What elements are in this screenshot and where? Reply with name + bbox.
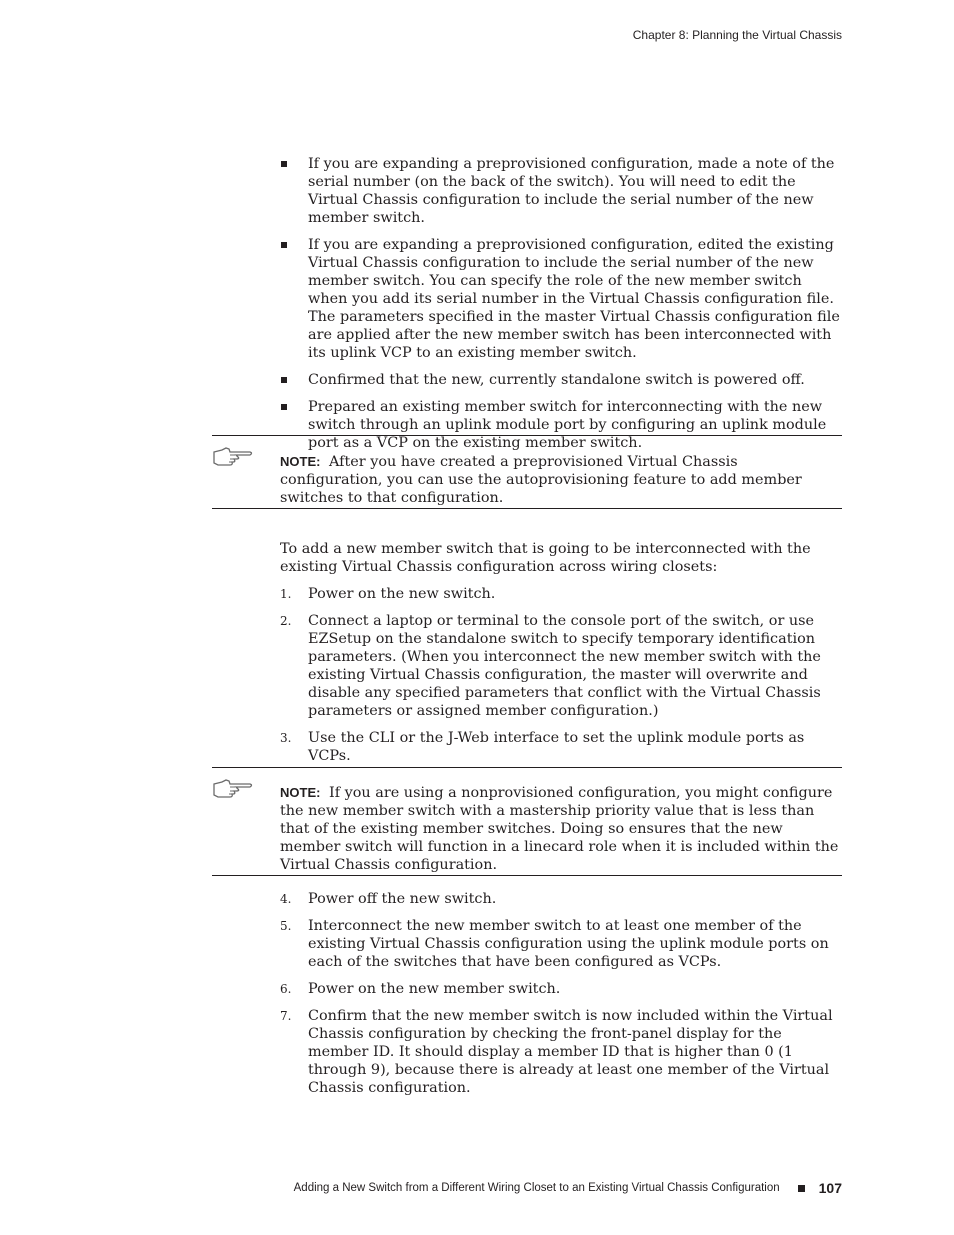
procedure-steps-a [280,585,842,765]
step-text: Power on the new member switch. [308,981,561,997]
procedure-block-a [280,540,842,774]
procedure-block-b [280,890,842,1106]
pointing-hand-icon [212,446,254,468]
step-text: Power on the new switch. [308,586,496,602]
step-number: 7. [280,1009,292,1023]
step-number: 2. [280,614,292,628]
list-item-text: Confirmed that the new, currently standalone switch is powered off. [308,372,805,388]
list-item [280,371,842,389]
step-text: Confirm that the new member switch is now included within the Virtual Chassis configuration by checking the front-panel display for the member ID. It should display a member ID that is higher than 0 (1 through 9), because there is already at least one member of the Virtual Chassis configuration. [308,1008,833,1096]
step-number: 1. [280,587,292,601]
note-box-nonprovisioned [212,767,842,876]
bullet-square-icon [281,404,287,410]
step-number: 5. [280,919,292,933]
list-item [280,236,842,362]
step-item [280,980,842,998]
note-text: If you are using a nonprovisioned configuration, you might configure the new member switch with a mastership priority value that is less than that of the existing member switches. Doing so ensures that the new member switch will function in a linecard role when it is included within the Virtual Chassis configuration. [280,785,839,873]
prerequisite-list-block [280,155,842,461]
note-text: After you have created a preprovisioned Virtual Chassis configuration, you can use the autoprovisioning feature to add member switches to that configuration. [280,454,802,506]
step-text: Interconnect the new member switch to at least one member of the existing Virtual Chassis configuration using the uplink module ports on each of the switches that have been configured as VCPs. [308,918,829,970]
step-number: 6. [280,982,292,996]
step-item [280,729,842,765]
step-item [280,1007,842,1097]
prerequisite-list [280,155,842,452]
pointing-hand-icon [212,778,254,800]
step-item [280,890,842,908]
bullet-square-icon [281,242,287,248]
step-item [280,585,842,603]
step-text: Power off the new switch. [308,891,497,907]
bullet-square-icon [281,161,287,167]
bullet-square-icon [281,377,287,383]
running-footer [294,1180,842,1196]
footer-section-title: Adding a New Switch from a Different Wiring Closet to an Existing Virtual Chassis Configuration [293,1182,780,1194]
note-label: NOTE: [280,454,321,469]
footer-square-icon [798,1185,805,1192]
step-number: 4. [280,892,292,906]
list-item [280,155,842,227]
page-number: 107 [818,1180,842,1196]
step-number: 3. [280,731,292,745]
step-item [280,917,842,971]
procedure-steps-b [280,890,842,1097]
list-item-text: If you are expanding a preprovisioned configuration, made a note of the serial number (on the back of the switch). You will need to edit the Virtual Chassis configuration to include the serial number of the new member switch. [308,156,835,226]
step-item [280,612,842,720]
step-text: Use the CLI or the J-Web interface to set the uplink module ports as VCPs. [308,730,805,764]
note-label: NOTE: [280,785,321,800]
running-header: Chapter 8: Planning the Virtual Chassis [632,28,842,42]
note-box-preprovisioned [212,435,842,509]
list-item-text: If you are expanding a preprovisioned configuration, edited the existing Virtual Chassis configuration to include the serial number of the new member switch. You can specify the role of the new member switch when you add its serial number in the Virtual Chassis configuration file. The parameters specified in the master Virtual Chassis configuration file are applied after the new member switch has been interconnected with its uplink VCP to an existing member switch. [308,237,840,361]
step-text: Connect a laptop or terminal to the console port of the switch, or use EZSetup on the standalone switch to specify temporary identification parameters. (When you interconnect the new member switch with the existing Virtual Chassis configuration, the master will overwrite and disable any specified parameters that conflict with the Virtual Chassis parameters or assigned member configuration.) [308,613,821,719]
procedure-intro: To add a new member switch that is going to be interconnected with the existing Virtual Chassis configuration across wiring closets: [280,541,811,575]
list-item-text: Prepared an existing member switch for interconnecting with the new switch through an uplink module port by configuring an uplink module port as a VCP on the existing member switch. [308,399,827,451]
